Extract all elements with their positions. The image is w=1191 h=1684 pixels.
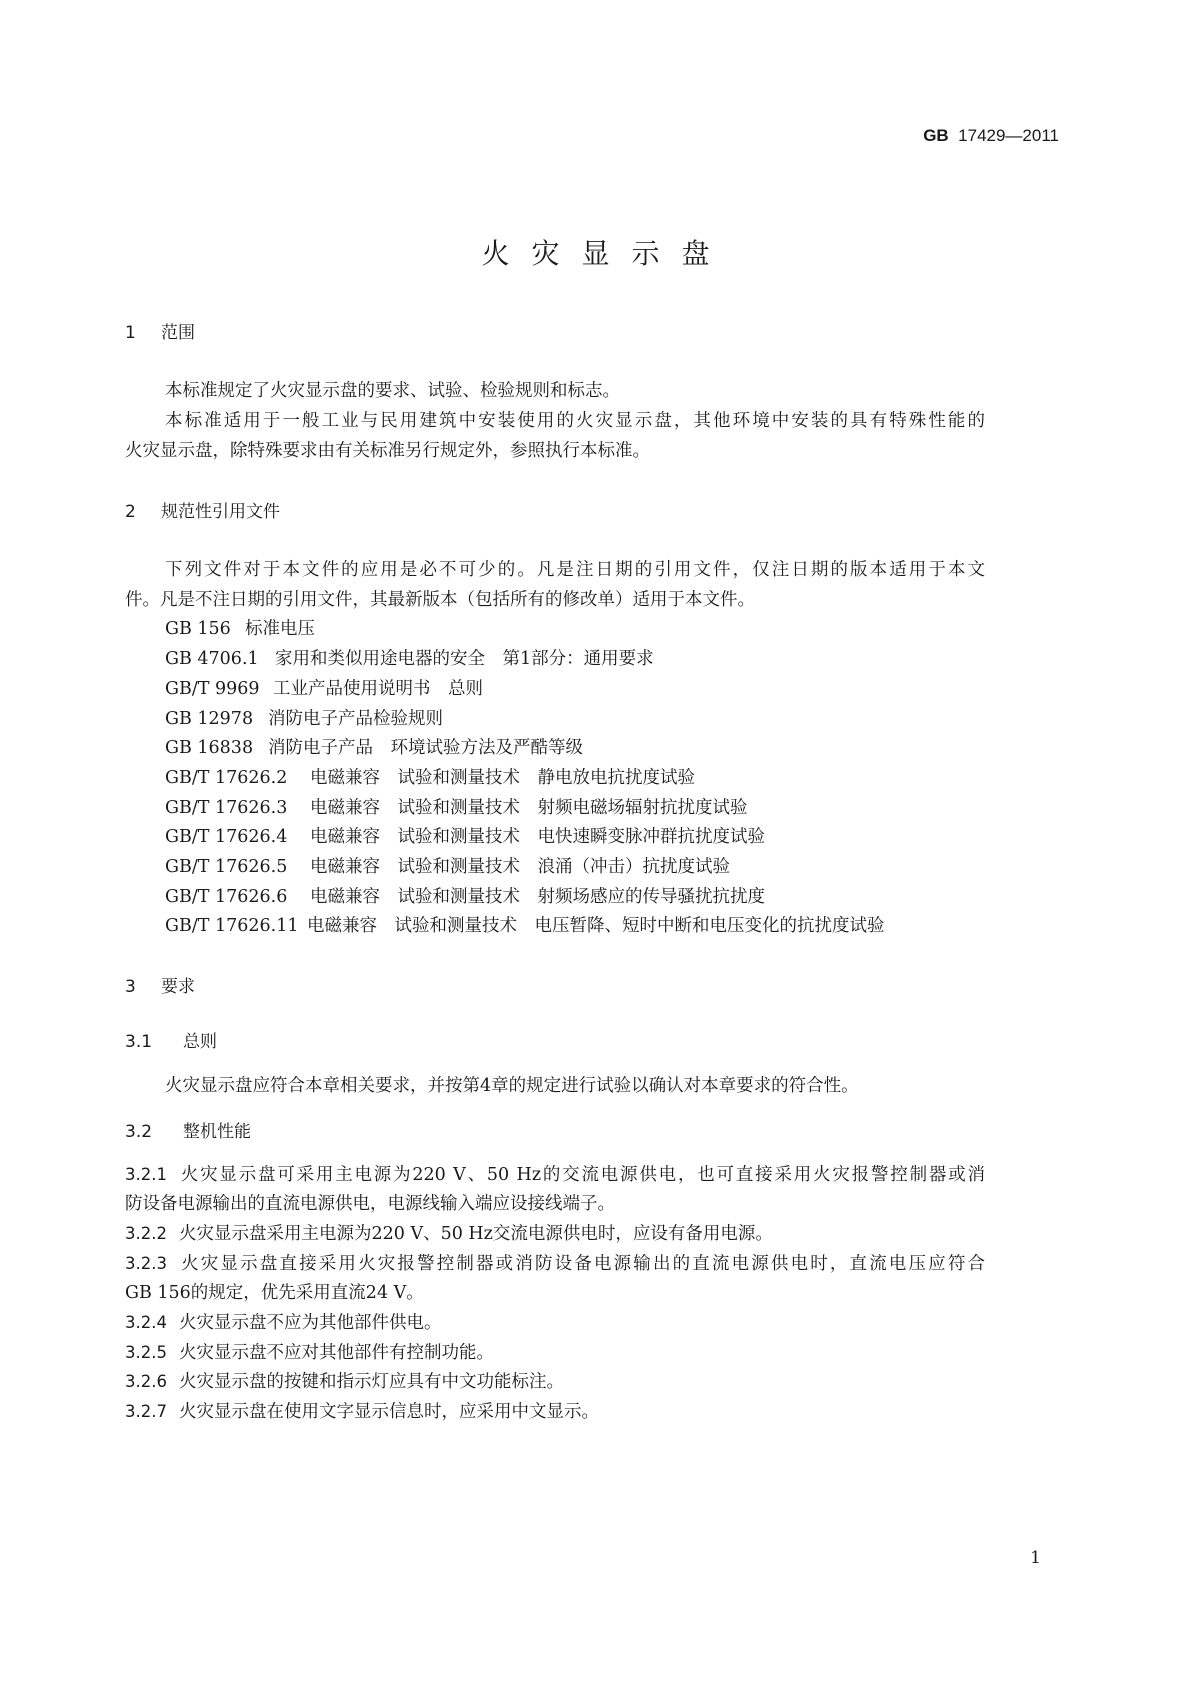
reference-code: GB 156 [165, 619, 231, 639]
reference-code: GB/T 9969 [165, 679, 260, 699]
section-title: 范围 [161, 323, 195, 343]
clause-text: 火灾显示盘在使用文字显示信息时，应采用中文显示。 [178, 1402, 599, 1422]
reference-item [165, 675, 483, 700]
subsection-title: 总则 [183, 1032, 217, 1052]
standard-code: 17429—2011 [958, 126, 1059, 145]
section-2-heading [125, 497, 280, 522]
subsection-3-1-heading [125, 1027, 217, 1052]
reference-title: 消防电子产品检验规则 [268, 709, 443, 729]
reference-code: GB 4706.1 [165, 649, 259, 669]
reference-item [165, 615, 315, 640]
clause-text: 火灾显示盘可采用主电源为220 V、50 Hz的交流电源供电，也可直接采用火灾报警控制器或消 [178, 1165, 985, 1185]
reference-code: GB/T 17626.5 [165, 857, 288, 877]
paragraph: 件。凡是不注日期的引用文件，其最新版本（包括所有的修改单）适用于本文件。 [125, 590, 755, 610]
clause-number: 3.2.6 [125, 1372, 167, 1391]
reference-title: 电磁兼容 试验和测量技术 静电放电抗扰度试验 [310, 768, 695, 788]
reference-title: 家用和类似用途电器的安全 第1部分：通用要求 [275, 649, 654, 669]
clause-continuation: GB 156的规定，优先采用直流24 V。 [125, 1283, 424, 1303]
subsection-number: 3.1 [125, 1032, 153, 1052]
section-number: 2 [125, 502, 136, 522]
reference-item [165, 883, 765, 908]
section-number: 1 [125, 323, 136, 343]
reference-title: 电磁兼容 试验和测量技术 射频场感应的传导骚扰抗扰度 [310, 887, 765, 907]
reference-title: 电磁兼容 试验和测量技术 射频电磁场辐射抗扰度试验 [310, 798, 748, 818]
section-title: 规范性引用文件 [161, 502, 280, 522]
reference-title: 电磁兼容 试验和测量技术 电压暂降、短时中断和电压变化的抗扰度试验 [307, 916, 885, 936]
subsection-number: 3.2 [125, 1122, 153, 1142]
section-3-heading [125, 972, 195, 997]
subsection-title: 整机性能 [183, 1122, 251, 1142]
reference-item [165, 912, 885, 937]
clause-3-2-2 [125, 1220, 773, 1245]
clause-3-2-6 [125, 1368, 564, 1393]
clause-number: 3.2.3 [125, 1254, 167, 1273]
reference-title: 电磁兼容 试验和测量技术 浪涌（冲击）抗扰度试验 [310, 857, 730, 877]
clause-number: 3.2.1 [125, 1165, 167, 1184]
reference-item [165, 764, 695, 789]
subsection-3-2-heading [125, 1117, 251, 1142]
reference-code: GB 16838 [165, 738, 254, 758]
clause-3-2-1 [125, 1161, 985, 1186]
paragraph: 火灾显示盘，除特殊要求由有关标准另行规定外，参照执行本标准。 [125, 441, 650, 461]
clause-text: 火灾显示盘采用主电源为220 V、50 Hz交流电源供电时，应设有备用电源。 [178, 1224, 773, 1244]
clause-text: 火灾显示盘不应为其他部件供电。 [178, 1313, 442, 1333]
clause-text: 火灾显示盘直接采用火灾报警控制器或消防设备电源输出的直流电源供电时，直流电压应符合 [178, 1254, 985, 1274]
paragraph: 本标准规定了火灾显示盘的要求、试验、检验规则和标志。 [165, 381, 620, 401]
clause-3-2-5 [125, 1339, 494, 1364]
clause-number: 3.2.7 [125, 1402, 167, 1421]
reference-item [165, 853, 730, 878]
clause-number: 3.2.2 [125, 1224, 167, 1243]
reference-code: GB/T 17626.4 [165, 827, 288, 847]
clause-text: 火灾显示盘不应对其他部件有控制功能。 [178, 1343, 494, 1363]
reference-item [165, 645, 654, 670]
reference-item [165, 823, 765, 848]
page-number: 1 [1030, 1548, 1041, 1568]
reference-item [165, 705, 443, 730]
section-number: 3 [125, 977, 136, 997]
paragraph: 本标准适用于一般工业与民用建筑中安装使用的火灾显示盘，其他环境中安装的具有特殊性能的 [165, 411, 985, 431]
standard-number [923, 126, 1059, 146]
clause-3-2-4 [125, 1309, 441, 1334]
clause-number: 3.2.4 [125, 1313, 167, 1332]
reference-title: 工业产品使用说明书 总则 [273, 679, 483, 699]
reference-item [165, 794, 748, 819]
clause-text: 火灾显示盘的按键和指示灯应具有中文功能标注。 [178, 1372, 564, 1392]
reference-code: GB/T 17626.3 [165, 798, 288, 818]
reference-title: 消防电子产品 环境试验方法及严酷等级 [268, 738, 583, 758]
document-title: 火灾显示盘 [481, 237, 732, 270]
section-title: 要求 [161, 977, 195, 997]
paragraph: 下列文件对于本文件的应用是必不可少的。凡是注日期的引用文件，仅注日期的版本适用于本文 [165, 560, 985, 580]
reference-title: 标准电压 [245, 619, 315, 639]
section-1-heading [125, 318, 195, 343]
reference-code: GB/T 17626.6 [165, 887, 288, 907]
clause-number: 3.2.5 [125, 1343, 167, 1362]
reference-title: 电磁兼容 试验和测量技术 电快速瞬变脉冲群抗扰度试验 [310, 827, 765, 847]
paragraph: 火灾显示盘应符合本章相关要求，并按第4章的规定进行试验以确认对本章要求的符合性。 [165, 1076, 859, 1096]
reference-item [165, 734, 583, 759]
standard-prefix: GB [923, 126, 949, 145]
reference-code: GB/T 17626.11 [165, 916, 299, 936]
reference-code: GB 12978 [165, 709, 254, 729]
clause-continuation: 防设备电源输出的直流电源供电，电源线输入端应设接线端子。 [125, 1194, 615, 1214]
clause-3-2-7 [125, 1398, 599, 1423]
reference-code: GB/T 17626.2 [165, 768, 288, 788]
clause-3-2-3 [125, 1250, 985, 1275]
